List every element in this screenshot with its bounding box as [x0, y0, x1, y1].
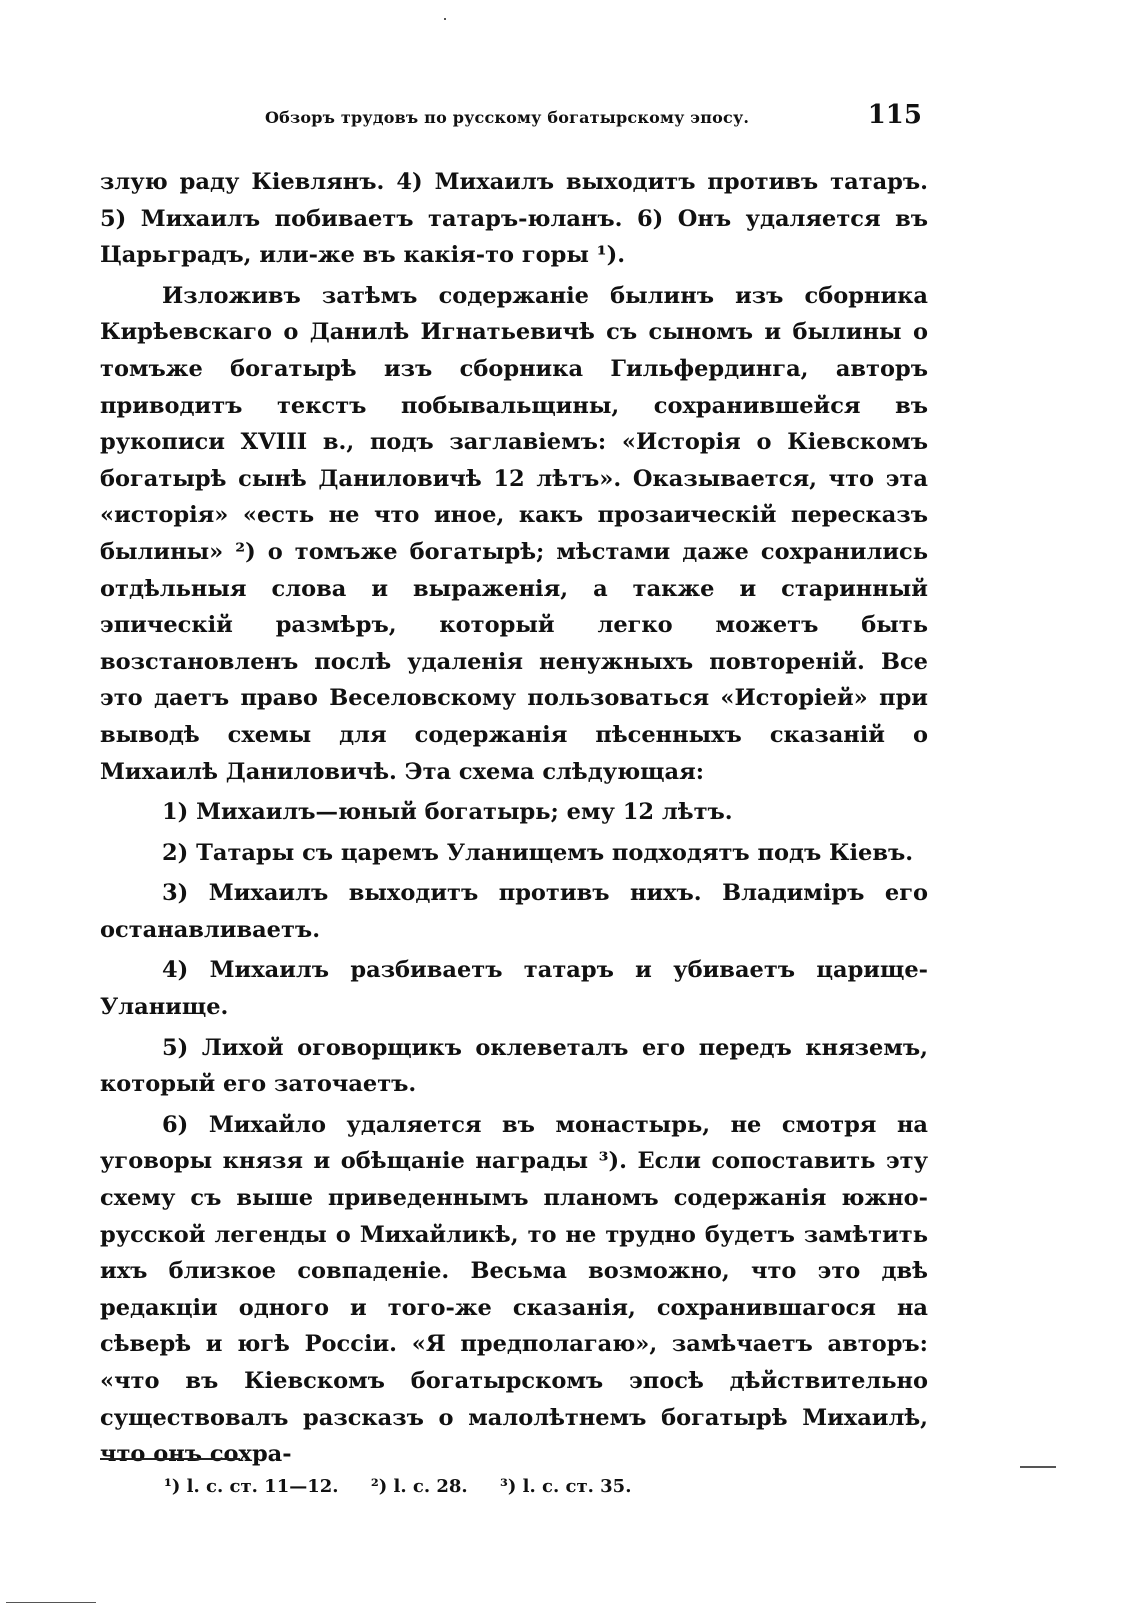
footnote-2: ²) l. c. 28.	[370, 1476, 468, 1497]
page-number: 115	[867, 100, 922, 130]
scheme-item-1: 1) Михаилъ—юный богатырь; ему 12 лѣтъ.	[162, 799, 733, 826]
scheme-item-3: 3) Михаилъ выходитъ противъ нихъ. Владиміръ его останавливаетъ.	[100, 880, 928, 943]
footnote-1: ¹) l. c. ст. 11—12.	[164, 1476, 339, 1497]
page-header	[100, 100, 940, 140]
scan-artifact-dot	[444, 18, 446, 20]
scheme-item-6-and-comparison: 6) Михайло удаляется въ монастырь, не смотря на уговоры князя и обѣщаніе награды ³). Если сопоставить эту схему съ выше приведеннымъ планомъ содержанія южно-русской легенды о Михайликѣ, то не трудно будетъ замѣтить ихъ близкое совпаденіе. Весьма возможно, что это двѣ редакціи одного и того-же сказанія, сохранившагося на сѣверѣ и югѣ Россіи. «Я предполагаю», замѣчаетъ авторъ: «что въ Кіевскомъ богатырскомъ эпосѣ дѣйствительно существовалъ разсказъ о малолѣтнемъ богатырѣ Михаилѣ, что онъ сохра-	[100, 1111, 928, 1468]
scheme-item-2: 2) Татары съ царемъ Уланищемъ подходятъ подъ Кіевъ.	[162, 839, 914, 866]
footnote-divider	[100, 1458, 240, 1460]
scan-artifact-line	[6, 1602, 96, 1603]
body-text	[100, 164, 928, 1473]
running-title: Обзоръ трудовъ по русскому богатырскому эпосу.	[265, 108, 750, 127]
footnote-3: ³) l. c. ст. 35.	[499, 1476, 632, 1497]
scheme-item-4: 4) Михаилъ разбиваетъ татаръ и убиваетъ царище-Уланище.	[100, 957, 928, 1021]
scheme-item-5: 5) Лихой оговорщикъ оклеветалъ его передъ княземъ, который его заточаетъ.	[100, 1034, 928, 1098]
paragraph-summary: Изложивъ затѣмъ содержаніе былинъ изъ сборника Кирѣевскаго о Данилѣ Игнатьевичѣ съ сыномъ и былины о томъже богатырѣ изъ сборника Гильфердинга, авторъ приводитъ текстъ побывальщины, сохранившейся въ рукописи XVIII в., подъ заглавіемъ: «Исторія о Кіевскомъ богатырѣ сынѣ Даниловичѣ 12 лѣтъ». Оказывается, что эта «исторія» «есть не что иное, какъ прозаическій пересказъ былины» ²) о томъже богатырѣ; мѣстами даже сохранились отдѣльныя слова и выраженія, а также и старинный эпическій размѣръ, который легко можетъ быть возстановленъ послѣ удаленія ненужныхъ повтореній. Все это даетъ право Веселовскому пользоваться «Исторіей» при выводѣ схемы для содержанія пѣсенныхъ сказаній о Михаилѣ Даниловичѣ. Эта схема слѣдующая:	[100, 282, 928, 785]
scan-artifact-dash	[1020, 1466, 1056, 1468]
paragraph-continuation: злую раду Кіевлянъ. 4) Михаилъ выходитъ противъ татаръ. 5) Михаилъ побиваетъ татаръ-юланъ. 6) Онъ удаляется въ Царьградъ, или-же въ какія-то горы ¹).	[100, 169, 928, 269]
footnotes	[164, 1476, 657, 1497]
